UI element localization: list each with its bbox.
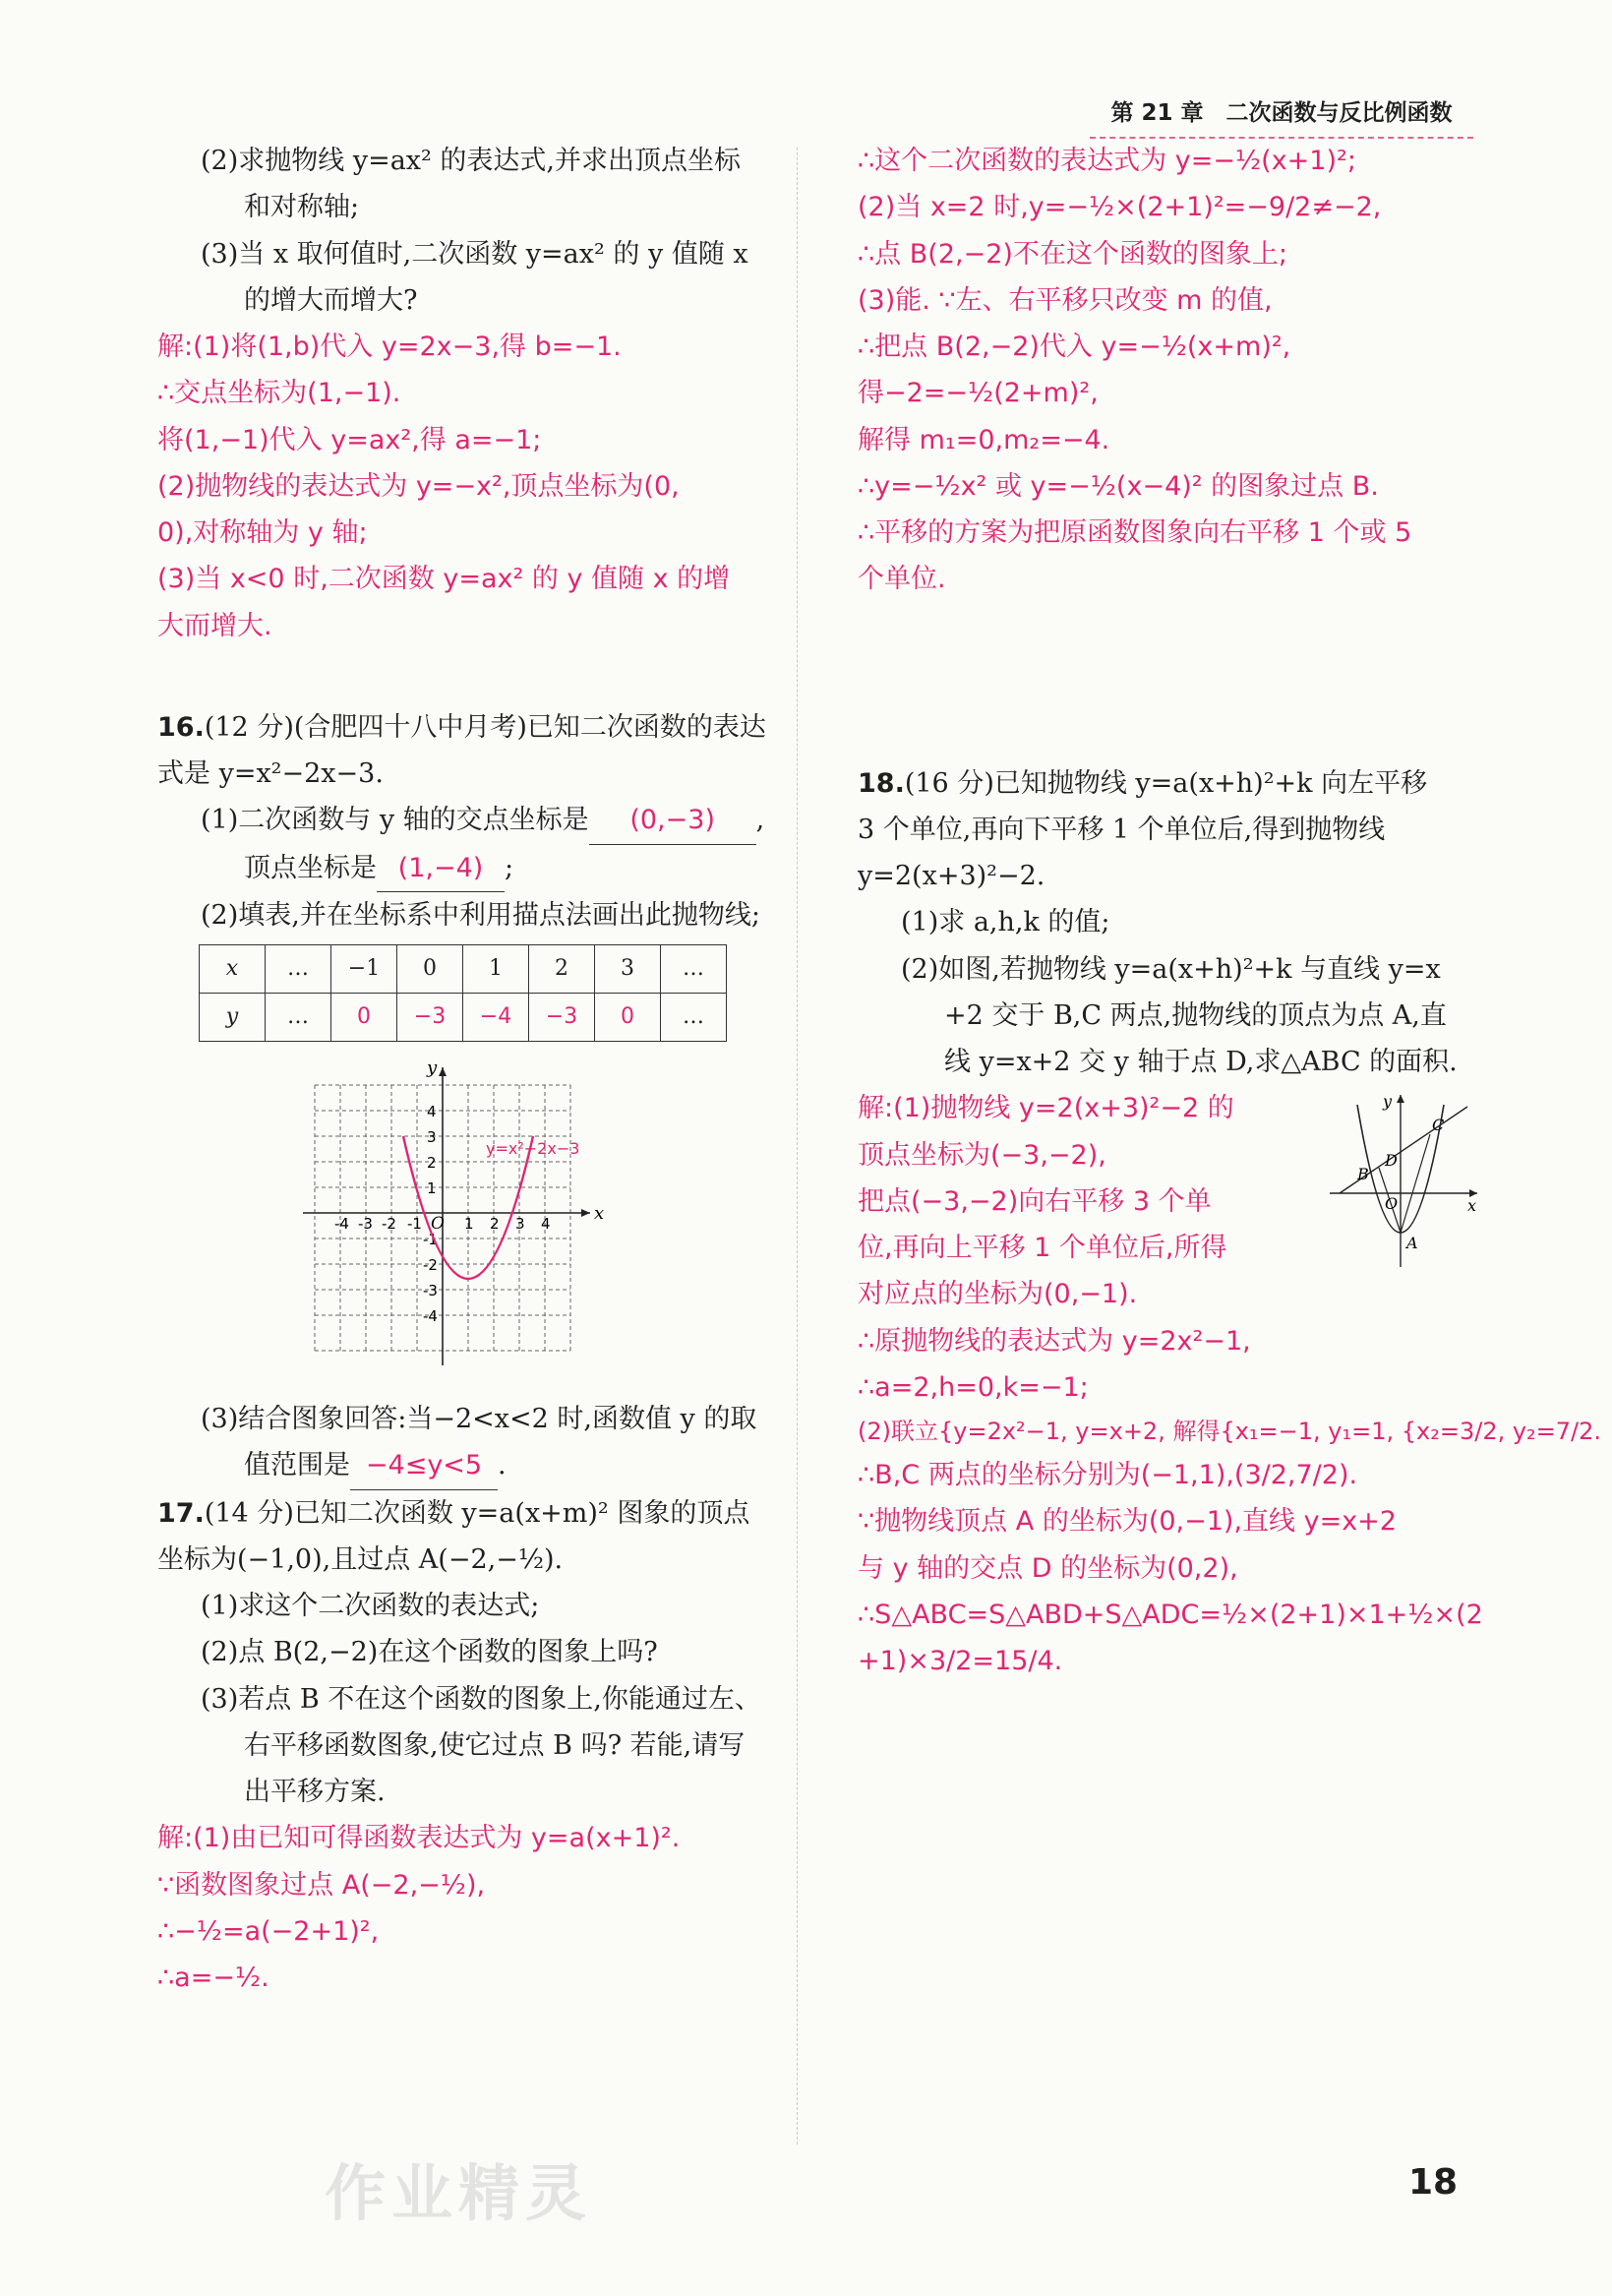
table-cell: … (266, 994, 331, 1042)
svg-text:-4: -4 (334, 1215, 349, 1233)
q17-part3-line2: 右平移函数图象,使它过点 B 吗? 若能,请写 (244, 1729, 746, 1761)
svg-text:4: 4 (541, 1215, 551, 1233)
q15-part2-line1: (2)求抛物线 y=ax² 的表达式,并求出顶点坐标 (201, 146, 742, 176)
mini-label-o: O (1385, 1194, 1399, 1214)
q18-answer-line: 对应点的坐标为(0,−1). (858, 1279, 1138, 1310)
mini-label-b: B (1357, 1165, 1369, 1184)
q16-part2-prompt: (2)填表,并在坐标系中利用描点法画出此抛物线; (201, 899, 760, 931)
svg-text:3: 3 (427, 1128, 437, 1146)
q18-answer-line: 位,再向上平移 1 个单位后,所得 (858, 1233, 1227, 1263)
q15-part3-line1: (3)当 x 取何值时,二次函数 y=ax² 的 y 值随 x (201, 238, 748, 270)
table-cell: 0 (397, 945, 463, 994)
parabola-label: y=x²−2x−3 (486, 1139, 580, 1158)
q16-range-blank: −4≤y<5 (350, 1442, 498, 1489)
parabola-graph (295, 1056, 610, 1390)
svg-text:4: 4 (427, 1103, 437, 1120)
table-cell: y (200, 994, 266, 1042)
table-cell: … (661, 945, 727, 994)
q18-answer-line: ∴原抛物线的表达式为 y=2x²−1, (858, 1325, 1251, 1357)
table-cell: x (200, 945, 266, 994)
q17-stem-2: 坐标为(−1,0),且过点 A(−2,−½). (157, 1543, 564, 1575)
q17-part2: (2)点 B(2,−2)在这个函数的图象上吗? (201, 1637, 658, 1668)
svg-text:O: O (431, 1214, 445, 1234)
table-cell: −3 (397, 994, 463, 1042)
q17-number: 17. (157, 1497, 205, 1529)
q16-vertex-prompt: 顶点坐标是 (244, 852, 377, 883)
table-row (200, 945, 727, 994)
svg-text:1: 1 (427, 1179, 437, 1197)
q15-answer-line: 0),对称轴为 y 轴; (157, 517, 368, 548)
question-16: 16.(12 分)(合肥四十八中月考)已知二次函数的表达 式是 y=x²−2x−3. (1)二次函数与 y 轴的交点坐标是 (0,−3) , 顶点坐标是 (1,−4) ; (2)填表,并在坐标系中利用描点法画出此抛物线; x … −1 0 1 2 3 … y … 0 −3 −4 −3 0 … x y O -4 -3 -2 -1 1 2 3 4 4 3 2 1 -1 -2 -3 -4 y=x²−2x−3 (3)结合图象回答:当−2<x<2 时,函数值 y 的取 值范围是 −4≤y<5 . (157, 704, 772, 1490)
mini-label-c: C (1432, 1116, 1445, 1135)
q17-part3-line3: 出平移方案. (244, 1777, 386, 1807)
svg-text:-2: -2 (382, 1215, 396, 1233)
table-cell: −4 (463, 994, 529, 1042)
svg-text:2: 2 (490, 1215, 500, 1233)
q15-answer-line: ∴交点坐标为(1,−1). (157, 378, 401, 409)
q15-part2-line2: 和对称轴; (244, 192, 360, 223)
q18-answer-line: 解:(1)抛物线 y=2(x+3)²−2 的 (858, 1093, 1234, 1124)
q16-intercept-blank: (0,−3) (589, 797, 756, 844)
q18-part2-line3: 线 y=x+2 交 y 轴于点 D,求△ABC 的面积. (944, 1047, 1458, 1077)
q15-answer-line: 解:(1)将(1,b)代入 y=2x−3,得 b=−1. (157, 332, 622, 362)
svg-text:-2: -2 (423, 1256, 438, 1274)
q17-answer-continued (858, 138, 1487, 603)
table-cell: 0 (331, 994, 397, 1042)
q18-answer-line: +1)×3/2=15/4. (858, 1646, 1063, 1676)
q17-answer-line: 个单位. (858, 564, 946, 595)
column-divider (797, 148, 798, 2145)
q18-answer-line: ∴B,C 两点的坐标分别为(−1,1),(3/2,7/2). (858, 1460, 1358, 1490)
q17-part1: (1)求这个二次函数的表达式; (201, 1591, 540, 1621)
right-column (858, 138, 1602, 1684)
table-cell: −1 (331, 945, 397, 994)
q18-answer-line: (2)联立{y=2x²−1, y=x+2, 解得{x₁=−1, y₁=1, {x₂=3/2, y₂=7/2. (858, 1418, 1602, 1445)
svg-text:2: 2 (427, 1154, 437, 1172)
mini-label-x: x (1467, 1196, 1477, 1216)
q17-answer-line: ∴这个二次函数的表达式为 y=−½(x+1)²; (858, 146, 1356, 176)
question-18 (858, 760, 1602, 1685)
q15-part3-line2: 的增大而增大? (244, 284, 418, 316)
q17-answer-line: ∴点 B(2,−2)不在这个函数的图象上; (858, 238, 1288, 270)
q18-answer-line: ∴a=2,h=0,k=−1; (858, 1371, 1089, 1403)
mini-label-y: y (1383, 1092, 1393, 1112)
q17-answer-line: (3)能. ∵左、右平移只改变 m 的值, (858, 284, 1273, 316)
table-cell: 0 (595, 994, 661, 1042)
q15-answer-line: 将(1,−1)代入 y=ax²,得 a=−1; (157, 424, 542, 455)
q16-number: 16. (157, 711, 205, 743)
svg-text:y: y (427, 1057, 438, 1078)
q18-answer-line: ∴S△ABC=S△ABD+S△ADC=½×(2+1)×1+½×(2 (858, 1599, 1483, 1630)
q18-stem-1: (16 分)已知抛物线 y=a(x+h)²+k 向左平移 (904, 767, 1428, 799)
svg-text:-1: -1 (407, 1215, 422, 1233)
svg-text:-3: -3 (423, 1282, 438, 1299)
q17-answer-line: ∵函数图象过点 A(−2,−½), (157, 1869, 486, 1901)
q15-answer-line: (2)抛物线的表达式为 y=−x²,顶点坐标为(0, (157, 470, 680, 502)
q18-number: 18. (858, 767, 905, 799)
watermark: 作业精灵 (325, 2157, 593, 2229)
q18-answer-line: 把点(−3,−2)向右平移 3 个单 (858, 1185, 1212, 1217)
q17-answer-line: ∴把点 B(2,−2)代入 y=−½(x+m)², (858, 332, 1291, 362)
question-17 (157, 1490, 772, 2002)
table-cell: −3 (529, 994, 595, 1042)
chapter-header: 第 21 章 二次函数与反比例函数 (1090, 94, 1473, 139)
left-column (157, 138, 772, 2001)
svg-text:x: x (594, 1203, 605, 1224)
q17-part3-line1: (3)若点 B 不在这个函数的图象上,你能通过左、 (201, 1683, 761, 1715)
mini-label-a: A (1406, 1234, 1418, 1253)
q18-answer-with-figure (858, 1085, 1487, 1317)
q18-stem-3: y=2(x+3)²−2. (858, 861, 1045, 891)
svg-text:-4: -4 (423, 1307, 438, 1325)
q17-answer-line: (2)当 x=2 时,y=−½×(2+1)²=−9/2≠−2, (858, 192, 1382, 223)
q18-answer-line: 与 y 轴的交点 D 的坐标为(0,2), (858, 1552, 1238, 1584)
svg-text:-3: -3 (358, 1215, 373, 1233)
q18-part1: (1)求 a,h,k 的值; (901, 907, 1110, 938)
q17-answer-line: ∴平移的方案为把原函数图象向右平移 1 个或 5 (858, 517, 1412, 548)
q17-answer-line: ∴−½=a(−2+1)², (157, 1915, 380, 1947)
table-cell: … (266, 945, 331, 994)
q15-answer-line: (3)当 x<0 时,二次函数 y=ax² 的 y 值随 x 的增 (157, 564, 731, 595)
svg-text:1: 1 (464, 1215, 474, 1233)
page-number: 18 (1408, 2162, 1459, 2203)
q18-figure (1320, 1085, 1487, 1272)
q16-part3-prompt: (3)结合图象回答:当−2<x<2 时,函数值 y 的取 (201, 1404, 757, 1434)
q15-answer-line: 大而增大. (157, 610, 272, 641)
q17-answer-line: 解:(1)由已知可得函数表达式为 y=a(x+1)². (157, 1823, 681, 1854)
table-row (200, 994, 727, 1042)
q17-answer-line: 解得 m₁=0,m₂=−4. (858, 424, 1110, 455)
q18-stem-2: 3 个单位,再向下平移 1 个单位后,得到抛物线 (858, 814, 1386, 845)
q16-part1-prompt: (1)二次函数与 y 轴的交点坐标是 (201, 805, 589, 836)
q17-answer-line: ∴y=−½x² 或 y=−½(x−4)² 的图象过点 B. (858, 470, 1379, 502)
table-cell: 1 (463, 945, 529, 994)
q18-part2-line1: (2)如图,若抛物线 y=a(x+h)²+k 与直线 y=x (901, 953, 1441, 985)
q16-stem-1: (12 分)(合肥四十八中月考)已知二次函数的表达 (204, 711, 766, 743)
q16-vertex-blank: (1,−4) (377, 845, 505, 892)
q16-coordinate-grid (295, 1056, 610, 1390)
q16-stem-2: 式是 y=x²−2x−3. (157, 758, 384, 789)
q18-answer-line: 顶点坐标为(−3,−2), (858, 1139, 1106, 1171)
q18-answer-line: ∵抛物线顶点 A 的坐标为(0,−1),直线 y=x+2 (858, 1506, 1397, 1538)
table-cell: 2 (529, 945, 595, 994)
q17-stem-1: (14 分)已知二次函数 y=a(x+m)² 图象的顶点 (204, 1497, 750, 1529)
q16-range-prompt: 值范围是 (244, 1450, 350, 1481)
table-cell: 3 (595, 945, 661, 994)
mini-label-d: D (1385, 1151, 1398, 1171)
q17-answer-line: ∴a=−½. (157, 1963, 269, 1993)
q18-part2-line2: +2 交于 B,C 两点,抛物线的顶点为点 A,直 (944, 999, 1447, 1031)
q17-answer-line: 得−2=−½(2+m)², (858, 378, 1099, 409)
table-cell: … (661, 994, 727, 1042)
q15-answer (157, 324, 772, 649)
q16-value-table (199, 944, 727, 1042)
svg-text:3: 3 (515, 1215, 525, 1233)
svg-text:-1: -1 (423, 1231, 438, 1248)
